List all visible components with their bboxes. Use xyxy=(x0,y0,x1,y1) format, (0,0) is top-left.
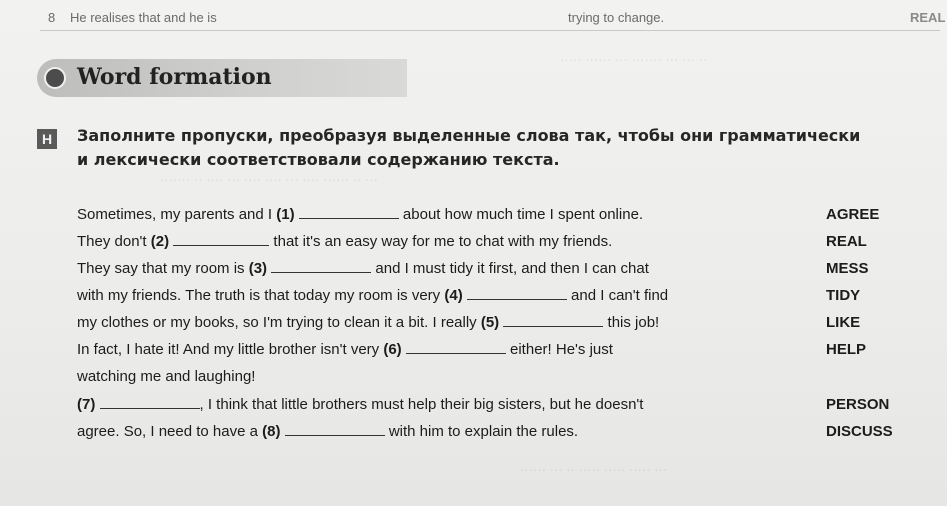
text-line-6 xyxy=(77,341,613,363)
bleed-through: ··· ·· ······ ···· ··· ···· ···· ··· ···· ·· ······· xyxy=(160,172,378,187)
text-line-1 xyxy=(77,206,643,228)
section-header xyxy=(37,59,407,97)
gap-6-blank[interactable] xyxy=(406,352,506,354)
gap-7-blank[interactable] xyxy=(100,407,200,409)
text-line-3 xyxy=(77,260,649,282)
text-segment: They say that my room is xyxy=(77,260,249,277)
task-instruction xyxy=(77,124,897,172)
gap-number: (1) xyxy=(276,206,295,223)
gap-4-blank[interactable] xyxy=(467,298,567,300)
text-segment: either! He's just xyxy=(505,341,613,358)
keyword-tidy: TIDY xyxy=(826,287,861,304)
text-line-7 xyxy=(77,368,255,390)
text-segment: watching me and laughing! xyxy=(77,368,256,385)
instruction-line-1: Заполните пропуски, преобразуя выделенные слова так, чтобы они грамматически xyxy=(77,126,861,145)
keyword-person: PERSON xyxy=(826,396,890,413)
task-letter-badge: Н xyxy=(37,129,57,149)
text-segment: In fact, I hate it! And my little brother isn't very xyxy=(77,341,384,358)
gap-number: (6) xyxy=(383,341,402,358)
keyword-real: REAL xyxy=(826,233,867,250)
keyword-discuss: DISCUSS xyxy=(826,423,893,440)
text-line-9 xyxy=(77,423,578,445)
fragment-text-a: He realises that and he is xyxy=(70,10,217,25)
gap-number: (3) xyxy=(248,260,268,277)
text-segment: about how much time I spent online. xyxy=(398,206,644,223)
divider xyxy=(40,30,940,31)
previous-exercise-fragment xyxy=(48,4,946,30)
keyword-help: HELP xyxy=(826,341,867,358)
text-line-2 xyxy=(77,233,612,255)
text-line-8 xyxy=(77,396,643,418)
keyword-agree: AGREE xyxy=(826,206,880,223)
fragment-keyword: REAL xyxy=(910,10,946,25)
instruction-line-2: и лексически соответствовали содержанию текста. xyxy=(77,150,560,169)
gap-8-blank[interactable] xyxy=(285,434,385,436)
text-segment: with my friends. The truth is that today my room is very xyxy=(77,287,445,304)
gap-5-blank[interactable] xyxy=(503,325,603,327)
gap-number: (4) xyxy=(444,287,463,304)
gap-2-blank[interactable] xyxy=(173,244,269,246)
fragment-text-b: trying to change. xyxy=(568,10,665,25)
text-segment: Sometimes, my parents and I xyxy=(77,206,277,223)
text-segment: and I must tidy it first, and then I can chat xyxy=(371,260,649,277)
gap-number: (2) xyxy=(150,233,170,250)
text-segment: my clothes or my books, so I'm trying to clean it a bit. I really xyxy=(77,314,481,331)
text-segment: with him to explain the rules. xyxy=(384,423,579,440)
text-segment: this job! xyxy=(603,314,660,331)
text-line-5 xyxy=(77,314,659,336)
text-segment: agree. So, I need to have a xyxy=(77,423,263,440)
bleed-through: ·· ··· ··· ······· ··· ······ ····· xyxy=(560,52,708,67)
text-segment: , I think that little brothers must help their big sisters, but he doesn't xyxy=(199,396,644,413)
gap-3-blank[interactable] xyxy=(271,271,371,273)
gap-1-blank[interactable] xyxy=(299,217,399,219)
gap-number: (5) xyxy=(480,314,500,331)
text-segment: and I can't find xyxy=(566,287,669,304)
gap-number: (8) xyxy=(262,423,281,440)
bleed-through: ··· ····· ····· ····· ·· ··· ······ xyxy=(520,462,668,477)
text-line-4 xyxy=(77,287,668,309)
keyword-mess: MESS xyxy=(826,260,869,277)
text-segment: that it's an easy way for me to chat with my friends. xyxy=(269,233,613,250)
gap-number: (7) xyxy=(77,396,96,413)
bullet-circle-icon xyxy=(44,67,66,89)
section-title: Word formation xyxy=(77,64,272,90)
text-segment: They don't xyxy=(77,233,151,250)
fragment-number: 8 xyxy=(48,10,56,25)
keyword-like: LIKE xyxy=(826,314,861,331)
